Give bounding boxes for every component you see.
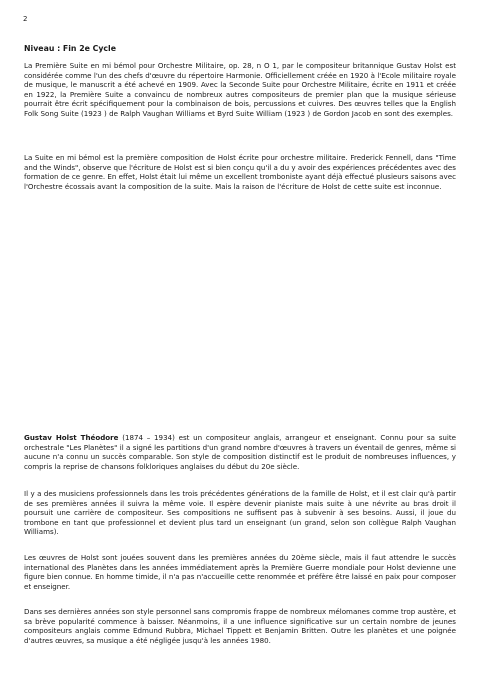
bio-paragraph-2: Il y a des musiciens professionnels dans les trois précédentes générations de la famille de Holst, et il est clair qu'à partir de ses premières années il suivra la même voie. Il espère devenir pianiste mais suite à une névrite au bras droit il poursuit une carrière de compositeur. Ses compositions ne suffisent pas à subvenir à ses besoins. Aussi, il joue du trombone en tant que professionnel et devient plus tard un enseignant (un grand, selon son collègue Ralph Vaughan Williams). <box>24 489 456 537</box>
bio-paragraph-1 <box>24 433 456 471</box>
bio-paragraph-4: Dans ses dernières années son style personnel sans compromis frappe de nombreux mélomanes comme trop austère, et sa brève popularité commence à baisser. Néanmoins, il a une influence significative sur un certain nombre de jeunes compositeurs anglais comme Edmund Rubbra, Michael Tippett et Benjamin Britten. Outre les planètes et une poignée d'autres œuvres, sa musique a été négligée jusqu'à les années 1980. <box>24 607 456 645</box>
bio-paragraph-3: Les œuvres de Holst sont jouées souvent dans les premières années du 20ème siècle, mais il faut attendre le succès international des Planètes dans les années immédiatement après la Première Guerre mondiale pour Holst devienne une figure bien connue. En homme timide, il n'a pas n'accueille cette renommée et préfère être laissé en paix pour composer et enseigner. <box>24 553 456 591</box>
intro-paragraph-1: La Première Suite en mi bémol pour Orchestre Militaire, op. 28, n O 1, par le compositeur britannique Gustav Holst est considérée comme l'un des chefs d'œuvre du répertoire Harmonie. Officiellement créée en 1920 à l'Ecole militaire royale de musique, le manuscrit a été achevé en 1909. Avec la Seconde Suite pour Orchestre Militaire, écrite en 1911 et créée en 1922, la Première Suite a convaincu de nombreux autres compositeurs de premier plan que la musique sérieuse pourrait être écrit spécifiquement pour la combinaison de bois, percussions et cuivres. Des œuvres telles que la English Folk Song Suite (1923 ) de Ralph Vaughan Williams et Byrd Suite William (1923 ) de Gordon Jacob en sont des exemples. <box>24 61 456 118</box>
bio-paragraph-1-text: (1874 – 1934) est un compositeur anglais, arrangeur et enseignant. Connu pour sa suite orchestrale "Les Planètes" il a signé les partitions d'un grand nombre d'œuvres à travers un éventail de genres, même si aucune n'a connu un succès comparable. Son style de composition distinctif est le produit de nombreuses influences, y compris la reprise de chansons folkloriques anglaises du début du 20e siècle. <box>24 433 457 471</box>
level-heading: Niveau : Fin 2e Cycle <box>24 44 117 53</box>
composer-name: Gustav Holst Théodore <box>24 433 119 442</box>
page-number: 2 <box>23 15 28 23</box>
intro-paragraph-2: La Suite en mi bémol est la première composition de Holst écrite pour orchestre militaire. Frederick Fennell, dans "Time and the Winds", observe que l'écriture de Holst est si bien conçu qu'il a du y avoir des expériences précédentes avec des formation de ce genre. En effet, Holst était lui même un excellent tromboniste ayant déjà effectué plusieurs saisons avec l'Orchestre écossais avant la composition de la suite. Mais la raison de l'écriture de Holst de cette suite est inconnue. <box>24 153 456 191</box>
